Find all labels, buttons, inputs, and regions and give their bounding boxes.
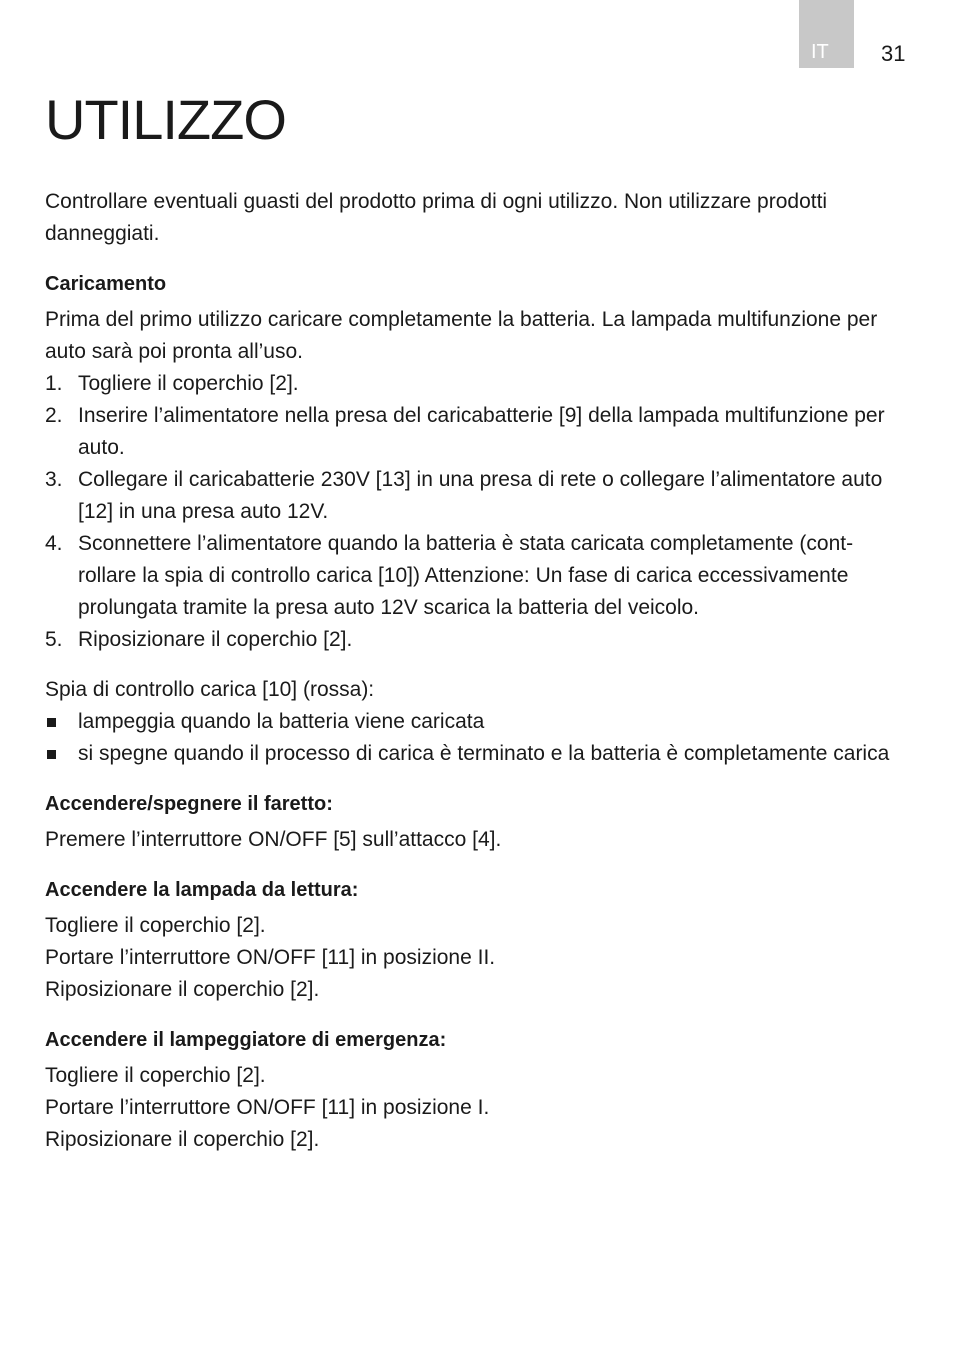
charging-step (45, 368, 905, 400)
step-text: Collegare il caricabatterie 230V [13] in una presa di rete o collegare l’alimentatore auto [12] in una presa auto 12V. (78, 468, 883, 524)
emergency-heading: Accendere il lampeggiatore di emergenza: (45, 1029, 447, 1052)
language-label: IT (811, 41, 829, 63)
reading-lamp-line: Portare l’interruttore ON/OFF [11] in posizione II. (45, 946, 496, 970)
step-text: Togliere il coperchio [2]. (78, 372, 299, 396)
bullet-square-icon (47, 718, 56, 727)
intro-paragraph: Controllare eventuali guasti del prodotto prima di ogni utilizzo. Non utilizzare prodotti danneggiati. (45, 190, 828, 246)
step-number: 3. (45, 468, 63, 492)
spotlight-line: Premere l’interruttore ON/OFF [5] sull’attacco [4]. (45, 828, 502, 852)
step-number: 1. (45, 372, 63, 396)
step-text: Inserire l’alimentatore nella presa del caricabatterie [9] della lampada multifunzione per auto. (78, 404, 885, 460)
page-content (45, 88, 905, 1156)
indicator-text: lampeggia quando la batteria viene caricata (78, 710, 485, 734)
emergency-line: Togliere il coperchio [2]. (45, 1064, 266, 1088)
step-number: 4. (45, 532, 63, 556)
spotlight-heading: Accendere/spegnere il faretto: (45, 793, 333, 816)
page-number: 31 (881, 41, 906, 66)
charging-step (45, 400, 905, 464)
step-number: 5. (45, 628, 63, 652)
charging-step (45, 464, 905, 528)
emergency-line: Portare l’interruttore ON/OFF [11] in posizione I. (45, 1096, 490, 1120)
indicator-list (45, 706, 905, 770)
step-number: 2. (45, 404, 63, 428)
indicator-text: si spegne quando il processo di carica è terminato e la batteria è completamente carica (78, 742, 890, 766)
reading-lamp-heading: Accendere la lampada da lettura: (45, 879, 359, 902)
step-text: Sconnettere l’alimentatore quando la batteria è stata caricata completamente (cont-rollare la spia di controllo carica [10]) Attenzione: Un fase di carica eccessivamente prolungata tramite la presa auto 12V scarica la batteria del veicolo. (78, 532, 854, 620)
reading-lamp-line: Togliere il coperchio [2]. (45, 914, 266, 938)
charging-paragraph: Prima del primo utilizzo caricare completamente la batteria. La lampada multifunzione per auto sarà poi pronta all’uso. (45, 308, 878, 364)
indicator-label: Spia di controllo carica [10] (rossa): (45, 678, 375, 702)
step-text: Riposizionare il coperchio [2]. (78, 628, 353, 652)
reading-lamp-line: Riposizionare il coperchio [2]. (45, 978, 320, 1002)
charging-step (45, 528, 905, 624)
charging-steps (45, 368, 905, 656)
indicator-item (45, 706, 905, 738)
emergency-line: Riposizionare il coperchio [2]. (45, 1128, 320, 1152)
indicator-item (45, 738, 905, 770)
charging-step (45, 624, 905, 656)
page-title: UTILIZZO (45, 88, 286, 151)
charging-heading: Caricamento (45, 273, 167, 296)
language-tab (799, 0, 854, 68)
bullet-square-icon (47, 750, 56, 759)
